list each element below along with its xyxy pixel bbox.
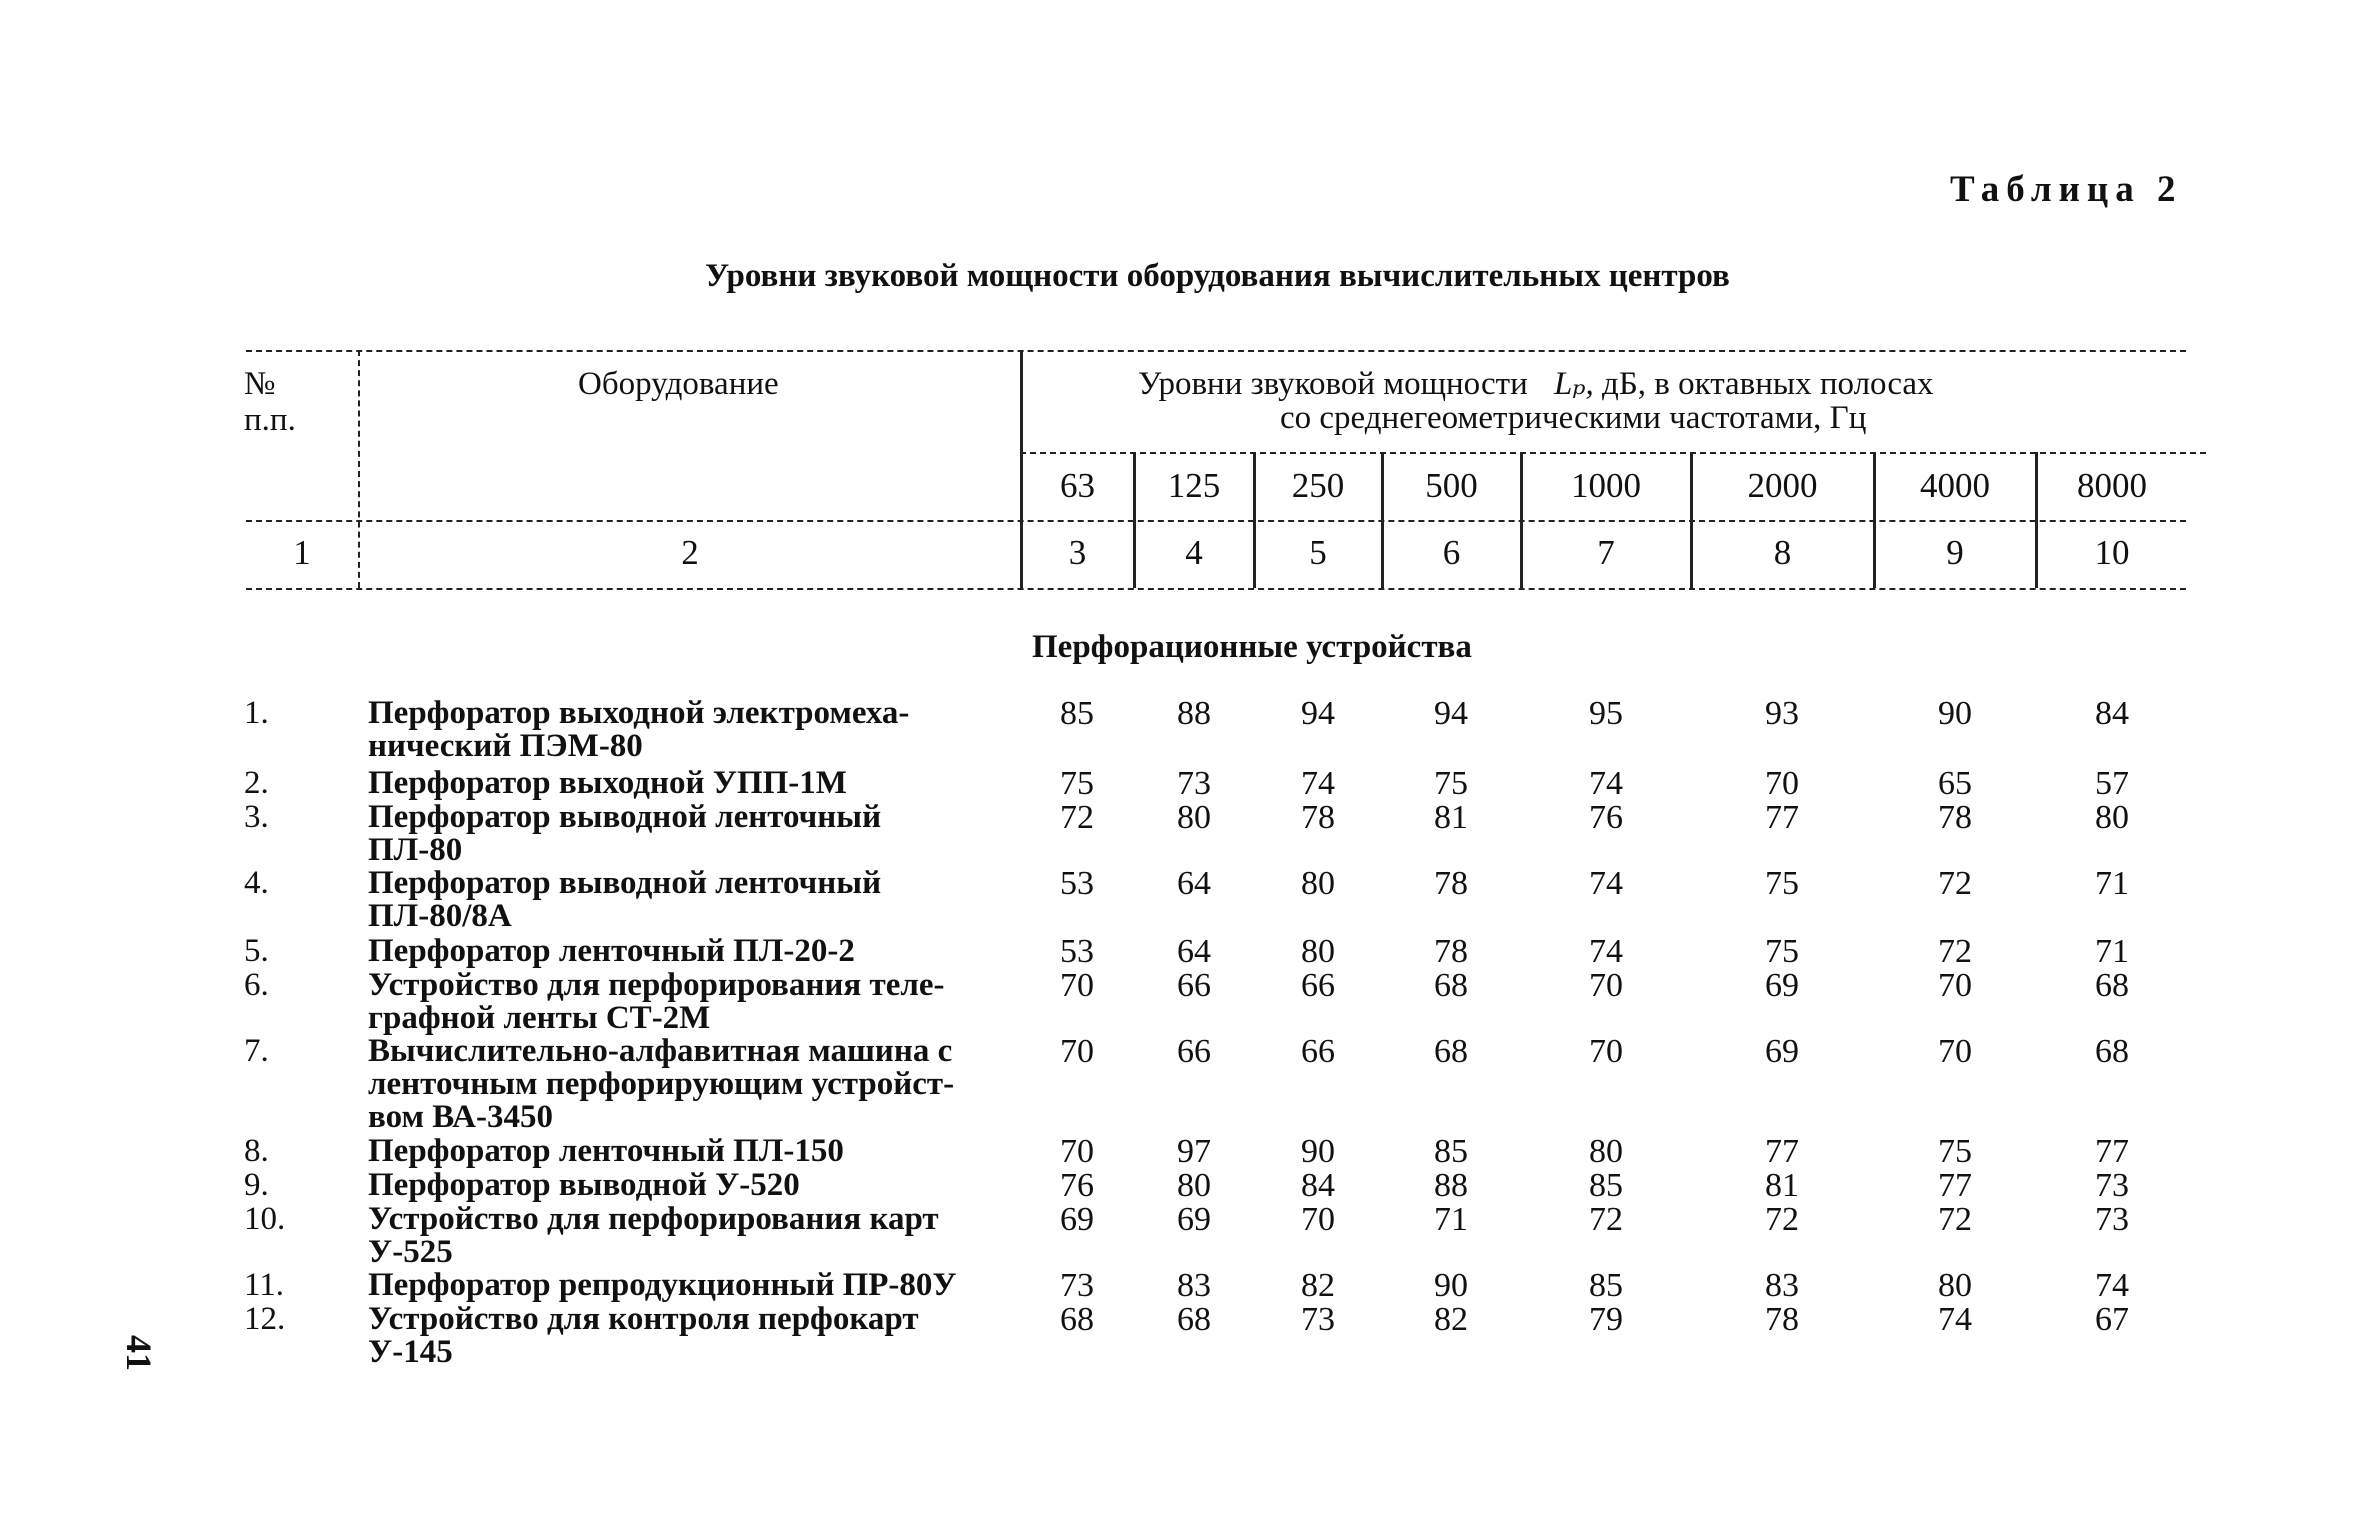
row-number: 2.	[244, 765, 269, 801]
row-number: 1.	[244, 695, 269, 731]
row-value-63hz: 85	[1060, 695, 1094, 732]
freq-4000: 4000	[1920, 466, 1990, 505]
row-value-1000hz: 74	[1589, 765, 1623, 802]
row-value-4000hz: 72	[1938, 933, 1972, 970]
row-value-125hz: 66	[1177, 1033, 1211, 1070]
row-equipment-name: Перфоратор ленточный ПЛ-20-2	[368, 933, 855, 969]
row-value-8000hz: 68	[2095, 967, 2129, 1004]
row-value-1000hz: 74	[1589, 865, 1623, 902]
page-number: 41	[119, 1335, 159, 1371]
row-value-4000hz: 75	[1938, 1133, 1972, 1170]
row-equipment-name: Перфоратор репродукционный ПР-80У	[368, 1267, 957, 1303]
equipment-header: Оборудование	[578, 366, 779, 402]
row-value-8000hz: 80	[2095, 799, 2129, 836]
row-number: 10.	[244, 1201, 286, 1237]
row-value-250hz: 74	[1301, 765, 1335, 802]
row-value-4000hz: 70	[1938, 967, 1972, 1004]
row-value-2000hz: 70	[1765, 765, 1799, 802]
colnum-2: 2	[681, 533, 699, 572]
row-value-125hz: 88	[1177, 695, 1211, 732]
row-value-125hz: 97	[1177, 1133, 1211, 1170]
row-value-250hz: 94	[1301, 695, 1335, 732]
row-value-4000hz: 72	[1938, 865, 1972, 902]
num-header: № п.п.	[244, 366, 296, 438]
row-value-63hz: 73	[1060, 1267, 1094, 1304]
freq-500: 500	[1425, 466, 1478, 505]
row-value-500hz: 78	[1434, 933, 1468, 970]
table-title: Уровни звуковой мощности оборудования вычислительных центров	[705, 258, 1730, 294]
row-value-4000hz: 70	[1938, 1033, 1972, 1070]
row-value-63hz: 68	[1060, 1301, 1094, 1338]
row-value-125hz: 73	[1177, 765, 1211, 802]
row-value-8000hz: 71	[2095, 865, 2129, 902]
row-value-4000hz: 74	[1938, 1301, 1972, 1338]
table-top-rule	[246, 350, 2186, 352]
row-value-63hz: 70	[1060, 1033, 1094, 1070]
row-value-8000hz: 67	[2095, 1301, 2129, 1338]
freq-2000: 2000	[1747, 466, 1818, 505]
colnum-10: 10	[2094, 533, 2130, 572]
row-equipment-name: Перфоратор выводной ленточный ПЛ-80/8А	[368, 865, 882, 934]
row-number: 12.	[244, 1301, 286, 1337]
row-value-4000hz: 77	[1938, 1167, 1972, 1204]
row-value-250hz: 66	[1301, 1033, 1335, 1070]
row-value-63hz: 75	[1060, 765, 1094, 802]
row-value-125hz: 69	[1177, 1201, 1211, 1238]
row-value-500hz: 85	[1434, 1133, 1468, 1170]
row-equipment-name: Перфоратор выводной У-520	[368, 1167, 800, 1203]
levels-header-line2: со среднегеометрическими частотами, Гц	[1280, 400, 1867, 436]
row-value-4000hz: 80	[1938, 1267, 1972, 1304]
row-value-2000hz: 72	[1765, 1201, 1799, 1238]
row-value-63hz: 76	[1060, 1167, 1094, 1204]
colnum-7: 7	[1597, 533, 1615, 572]
row-value-500hz: 78	[1434, 865, 1468, 902]
row-equipment-name: Перфоратор ленточный ПЛ-150	[368, 1133, 844, 1169]
row-value-63hz: 69	[1060, 1201, 1094, 1238]
row-value-500hz: 81	[1434, 799, 1468, 836]
row-value-63hz: 53	[1060, 933, 1094, 970]
colnum-6: 6	[1442, 533, 1461, 572]
freq-top-rule	[1020, 452, 2206, 454]
row-equipment-name: Устройство для перфорирования теле- графной ленты СТ-2М	[368, 967, 945, 1036]
row-value-2000hz: 69	[1765, 1033, 1799, 1070]
freq-1000: 1000	[1571, 466, 1641, 505]
row-value-63hz: 72	[1060, 799, 1094, 836]
row-value-4000hz: 78	[1938, 799, 1972, 836]
row-number: 5.	[244, 933, 269, 969]
row-value-1000hz: 76	[1589, 799, 1623, 836]
row-value-2000hz: 75	[1765, 933, 1799, 970]
row-value-63hz: 70	[1060, 1133, 1094, 1170]
row-value-63hz: 53	[1060, 865, 1094, 902]
row-value-8000hz: 57	[2095, 765, 2129, 802]
levels-symbol: Lₚ,	[1553, 366, 1594, 402]
row-value-125hz: 80	[1177, 1167, 1211, 1204]
row-value-125hz: 66	[1177, 967, 1211, 1004]
row-number: 11.	[244, 1267, 285, 1303]
row-value-250hz: 78	[1301, 799, 1335, 836]
row-value-2000hz: 77	[1765, 799, 1799, 836]
row-value-250hz: 90	[1301, 1133, 1335, 1170]
row-value-500hz: 71	[1434, 1201, 1468, 1238]
row-value-125hz: 64	[1177, 933, 1211, 970]
colnum-4: 4	[1185, 533, 1203, 572]
row-value-125hz: 80	[1177, 799, 1211, 836]
row-equipment-name: Перфоратор выходной УПП-1М	[368, 765, 847, 801]
row-value-4000hz: 90	[1938, 695, 1972, 732]
row-value-2000hz: 77	[1765, 1133, 1799, 1170]
row-value-63hz: 70	[1060, 967, 1094, 1004]
row-equipment-name: Вычислительно-алфавитная машина с ленточным перфорирующим устройст- вом ВА-3450	[368, 1033, 955, 1135]
row-value-250hz: 66	[1301, 967, 1335, 1004]
row-value-250hz: 80	[1301, 865, 1335, 902]
row-value-8000hz: 71	[2095, 933, 2129, 970]
row-equipment-name: Устройство для контроля перфокарт У-145	[368, 1301, 919, 1370]
row-value-500hz: 82	[1434, 1301, 1468, 1338]
row-value-8000hz: 73	[2095, 1201, 2129, 1238]
row-value-1000hz: 80	[1589, 1133, 1623, 1170]
row-equipment-name: Перфоратор выводной ленточный ПЛ-80	[368, 799, 882, 868]
row-equipment-name: Перфоратор выходной электромеха- нический ПЭМ-80	[368, 695, 910, 764]
row-value-250hz: 82	[1301, 1267, 1335, 1304]
row-value-1000hz: 74	[1589, 933, 1623, 970]
table-label: Таблица 2	[1950, 169, 2183, 210]
row-value-2000hz: 78	[1765, 1301, 1799, 1338]
row-value-2000hz: 81	[1765, 1167, 1799, 1204]
colnum-1: 1	[293, 533, 311, 572]
row-number: 3.	[244, 799, 269, 835]
row-value-8000hz: 73	[2095, 1167, 2129, 1204]
row-value-250hz: 73	[1301, 1301, 1335, 1338]
colnum-8: 8	[1773, 533, 1792, 572]
colnum-9: 9	[1946, 533, 1964, 572]
row-value-500hz: 90	[1434, 1267, 1468, 1304]
row-value-2000hz: 93	[1765, 695, 1799, 732]
colnum-3: 3	[1068, 533, 1087, 572]
freq-8000: 8000	[2077, 466, 2147, 505]
row-equipment-name: Устройство для перфорирования карт У-525	[368, 1201, 939, 1270]
row-value-250hz: 80	[1301, 933, 1335, 970]
row-value-1000hz: 70	[1589, 967, 1623, 1004]
row-value-2000hz: 69	[1765, 967, 1799, 1004]
row-value-8000hz: 84	[2095, 695, 2129, 732]
row-number: 4.	[244, 865, 269, 901]
levels-header-rest: дБ, в октавных полосах	[1602, 366, 1934, 402]
section-title: Перфорационные устройства	[1032, 629, 1472, 665]
freq-250: 250	[1291, 466, 1345, 505]
row-value-1000hz: 95	[1589, 695, 1623, 732]
row-value-2000hz: 83	[1765, 1267, 1799, 1304]
colnum-bottom-rule	[246, 588, 2186, 590]
row-value-1000hz: 72	[1589, 1201, 1623, 1238]
row-value-1000hz: 70	[1589, 1033, 1623, 1070]
levels-header-line1	[1138, 366, 1934, 402]
row-value-8000hz: 74	[2095, 1267, 2129, 1304]
row-value-1000hz: 79	[1589, 1301, 1623, 1338]
row-value-4000hz: 65	[1938, 765, 1972, 802]
row-value-4000hz: 72	[1938, 1201, 1972, 1238]
row-number: 7.	[244, 1033, 269, 1069]
row-value-500hz: 75	[1434, 765, 1468, 802]
row-value-500hz: 68	[1434, 1033, 1468, 1070]
row-value-250hz: 84	[1301, 1167, 1335, 1204]
row-value-250hz: 70	[1301, 1201, 1335, 1238]
row-value-8000hz: 77	[2095, 1133, 2129, 1170]
row-value-500hz: 68	[1434, 967, 1468, 1004]
row-value-2000hz: 75	[1765, 865, 1799, 902]
colnum-5: 5	[1309, 533, 1327, 572]
row-value-1000hz: 85	[1589, 1267, 1623, 1304]
header-bottom-rule	[246, 520, 2186, 522]
row-value-500hz: 94	[1434, 695, 1468, 732]
freq-125: 125	[1167, 466, 1221, 505]
row-value-8000hz: 68	[2095, 1033, 2129, 1070]
row-number: 6.	[244, 967, 269, 1003]
freq-63: 63	[1060, 466, 1095, 505]
row-value-125hz: 68	[1177, 1301, 1211, 1338]
row-value-125hz: 83	[1177, 1267, 1211, 1304]
row-value-1000hz: 85	[1589, 1167, 1623, 1204]
row-value-500hz: 88	[1434, 1167, 1468, 1204]
row-number: 9.	[244, 1167, 269, 1203]
levels-header-text: Уровни звуковой мощности	[1138, 366, 1528, 402]
row-number: 8.	[244, 1133, 269, 1169]
row-value-125hz: 64	[1177, 865, 1211, 902]
